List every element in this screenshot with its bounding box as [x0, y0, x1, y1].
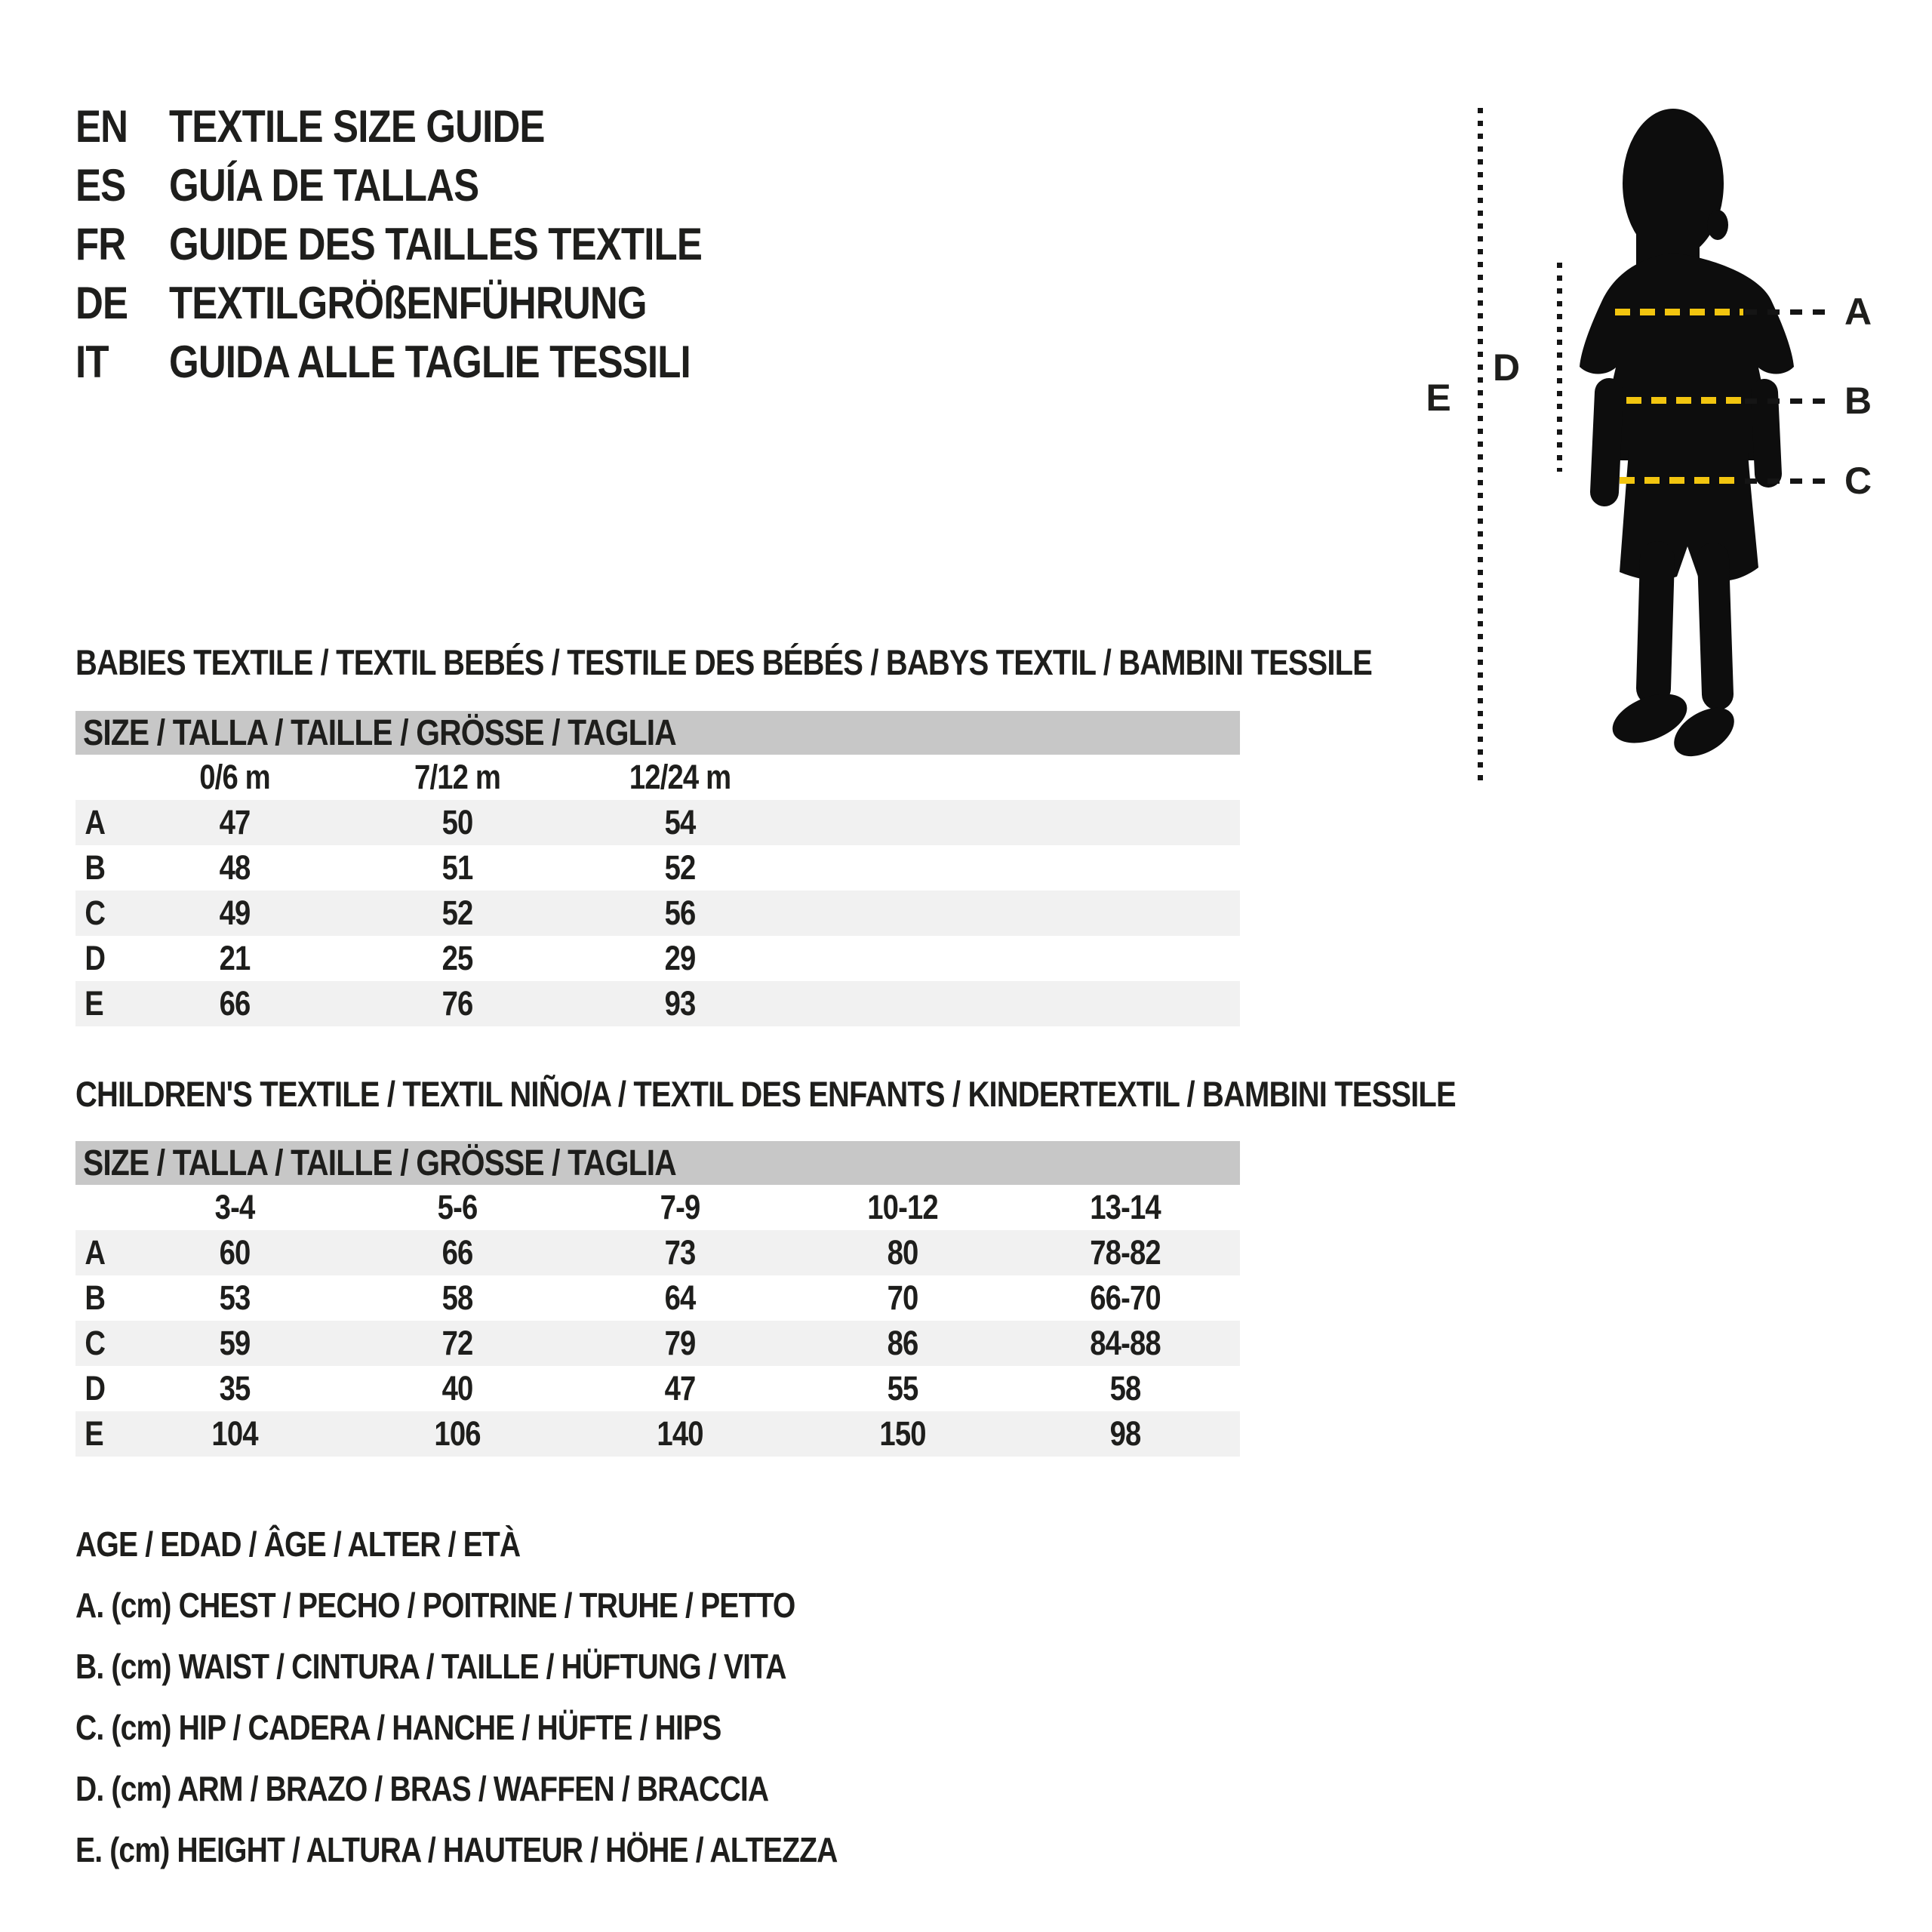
figure-label-e: E [1426, 377, 1451, 419]
row-label: A [85, 1233, 106, 1272]
table-cell: 21 [220, 939, 251, 977]
table-cell: 51 [442, 848, 473, 887]
table-row [75, 1321, 1240, 1366]
table-cell: 150 [879, 1414, 927, 1453]
table-row [75, 1366, 1240, 1411]
lang-title: GUÍA DE TALLAS [169, 159, 479, 211]
row-label: E [85, 1414, 103, 1453]
table-cell: 93 [665, 984, 696, 1023]
children-table-header-band: SIZE / TALLA / TAILLE / GRÖSSE / TAGLIA [75, 1141, 1240, 1185]
babies-table-header-band: SIZE / TALLA / TAILLE / GRÖSSE / TAGLIA [75, 711, 1240, 755]
silhouette-right-arm [1764, 392, 1768, 474]
lang-code: EN [75, 100, 128, 152]
legend-line-age: AGE / EDAD / ÂGE / ALTER / ETÀ [75, 1524, 521, 1564]
children-section-title: CHILDREN'S TEXTILE / TEXTIL NIÑO/A / TEXTIL DES ENFANTS / KINDERTEXTIL / BAMBINI TESSILE [75, 1074, 1456, 1114]
column-header: 7-9 [660, 1188, 700, 1226]
column-header: 5-6 [438, 1188, 478, 1226]
table-cell: 48 [220, 848, 251, 887]
table-cell: 49 [220, 894, 251, 932]
row-label: C [85, 894, 106, 932]
table-row [75, 936, 1240, 981]
waist-line-dark [1745, 398, 1834, 404]
column-header: 0/6 m [199, 758, 271, 796]
arm-measure-dotted-line [1557, 263, 1562, 472]
chest-line-yellow [1615, 309, 1743, 315]
lang-row-it [75, 332, 796, 391]
babies-section-title: BABIES TEXTILE / TEXTIL BEBÉS / TESTILE DES BÉBÉS / BABYS TEXTIL / BAMBINI TESSILE [75, 642, 1372, 682]
table-cell: 76 [442, 984, 473, 1023]
table-cell: 98 [1110, 1414, 1141, 1453]
row-label: E [85, 984, 103, 1023]
legend-line-arm: D. (cm) ARM / BRAZO / BRAS / WAFFEN / BRACCIA [75, 1768, 769, 1808]
table-cell: 52 [665, 848, 696, 887]
row-label: D [85, 1369, 106, 1407]
table-cell: 56 [665, 894, 696, 932]
table-cell: 29 [665, 939, 696, 977]
silhouette-left-arm [1604, 392, 1609, 492]
table-cell: 66 [220, 984, 251, 1023]
lang-code: ES [75, 159, 126, 211]
table-row [75, 1275, 1240, 1321]
silhouette-ear [1707, 210, 1728, 240]
table-cell: 80 [888, 1233, 918, 1272]
table-cell: 25 [442, 939, 473, 977]
figure-label-c: C [1844, 460, 1872, 502]
lang-title: TEXTILE SIZE GUIDE [169, 100, 545, 152]
table-cell: 72 [442, 1324, 473, 1362]
table-cell: 54 [665, 803, 696, 841]
hip-line-yellow [1620, 477, 1743, 484]
table-row [75, 1230, 1240, 1275]
row-label: B [85, 848, 106, 887]
lang-row-fr [75, 214, 796, 273]
table-row [75, 800, 1240, 845]
lang-row-de [75, 273, 796, 332]
table-cell: 64 [665, 1278, 696, 1317]
babies-column-header-row [75, 755, 1240, 800]
legend-line-height: E. (cm) HEIGHT / ALTURA / HAUTEUR / HÖHE / ALTEZZA [75, 1829, 838, 1869]
row-label: A [85, 803, 106, 841]
language-title-list [75, 97, 796, 391]
silhouette-left-leg [1654, 558, 1657, 688]
table-cell: 58 [442, 1278, 473, 1317]
table-cell: 60 [220, 1233, 251, 1272]
table-cell: 86 [888, 1324, 918, 1362]
lang-title: GUIDA ALLE TAGLIE TESSILI [169, 336, 691, 387]
table-cell: 70 [888, 1278, 918, 1317]
column-header: 7/12 m [414, 758, 501, 796]
silhouette-right-leg [1713, 558, 1718, 694]
table-cell: 47 [220, 803, 251, 841]
column-header: 12/24 m [629, 758, 731, 796]
figure-label-b: B [1844, 380, 1872, 422]
table-row [75, 1411, 1240, 1457]
table-cell: 79 [665, 1324, 696, 1362]
child-silhouette [1570, 106, 1804, 770]
lang-row-en [75, 97, 796, 155]
column-header: 13-14 [1090, 1188, 1161, 1226]
hip-line-dark [1745, 478, 1834, 484]
lang-code: FR [75, 218, 126, 269]
children-column-header-row [75, 1185, 1240, 1230]
column-header: 3-4 [215, 1188, 255, 1226]
lang-title: TEXTILGRÖßENFÜHRUNG [169, 277, 647, 328]
figure-label-d: D [1492, 346, 1521, 389]
legend-line-waist: B. (cm) WAIST / CINTURA / TAILLE / HÜFTUNG / VITA [75, 1646, 786, 1686]
figure-label-a: A [1844, 291, 1872, 333]
lang-title: GUIDE DES TAILLES TEXTILE [169, 218, 703, 269]
table-cell: 50 [442, 803, 473, 841]
table-cell: 78-82 [1090, 1233, 1161, 1272]
row-label: C [85, 1324, 106, 1362]
table-cell: 66 [442, 1233, 473, 1272]
lang-code: IT [75, 336, 109, 387]
row-label: B [85, 1278, 106, 1317]
table-cell: 73 [665, 1233, 696, 1272]
table-cell: 140 [657, 1414, 704, 1453]
table-cell: 106 [434, 1414, 481, 1453]
chest-line-dark [1745, 309, 1834, 315]
table-cell: 66-70 [1090, 1278, 1161, 1317]
table-cell: 47 [665, 1369, 696, 1407]
table-cell: 52 [442, 894, 473, 932]
table-cell: 58 [1110, 1369, 1141, 1407]
table-cell: 35 [220, 1369, 251, 1407]
table-row [75, 891, 1240, 936]
row-label: D [85, 939, 106, 977]
legend-line-chest: A. (cm) CHEST / PECHO / POITRINE / TRUHE / PETTO [75, 1585, 795, 1625]
table-cell: 59 [220, 1324, 251, 1362]
measurement-legend [75, 1513, 972, 1880]
waist-line-yellow [1626, 397, 1743, 404]
table-row [75, 845, 1240, 891]
table-cell: 40 [442, 1369, 473, 1407]
table-cell: 55 [888, 1369, 918, 1407]
table-row [75, 981, 1240, 1026]
table-cell: 84-88 [1090, 1324, 1161, 1362]
legend-line-hip: C. (cm) HIP / CADERA / HANCHE / HÜFTE / HIPS [75, 1707, 721, 1747]
babies-size-table [75, 711, 1240, 1026]
lang-row-es [75, 155, 796, 214]
lang-code: DE [75, 277, 128, 328]
column-header: 10-12 [867, 1188, 939, 1226]
children-size-table [75, 1141, 1240, 1457]
table-cell: 104 [211, 1414, 259, 1453]
table-cell: 53 [220, 1278, 251, 1317]
